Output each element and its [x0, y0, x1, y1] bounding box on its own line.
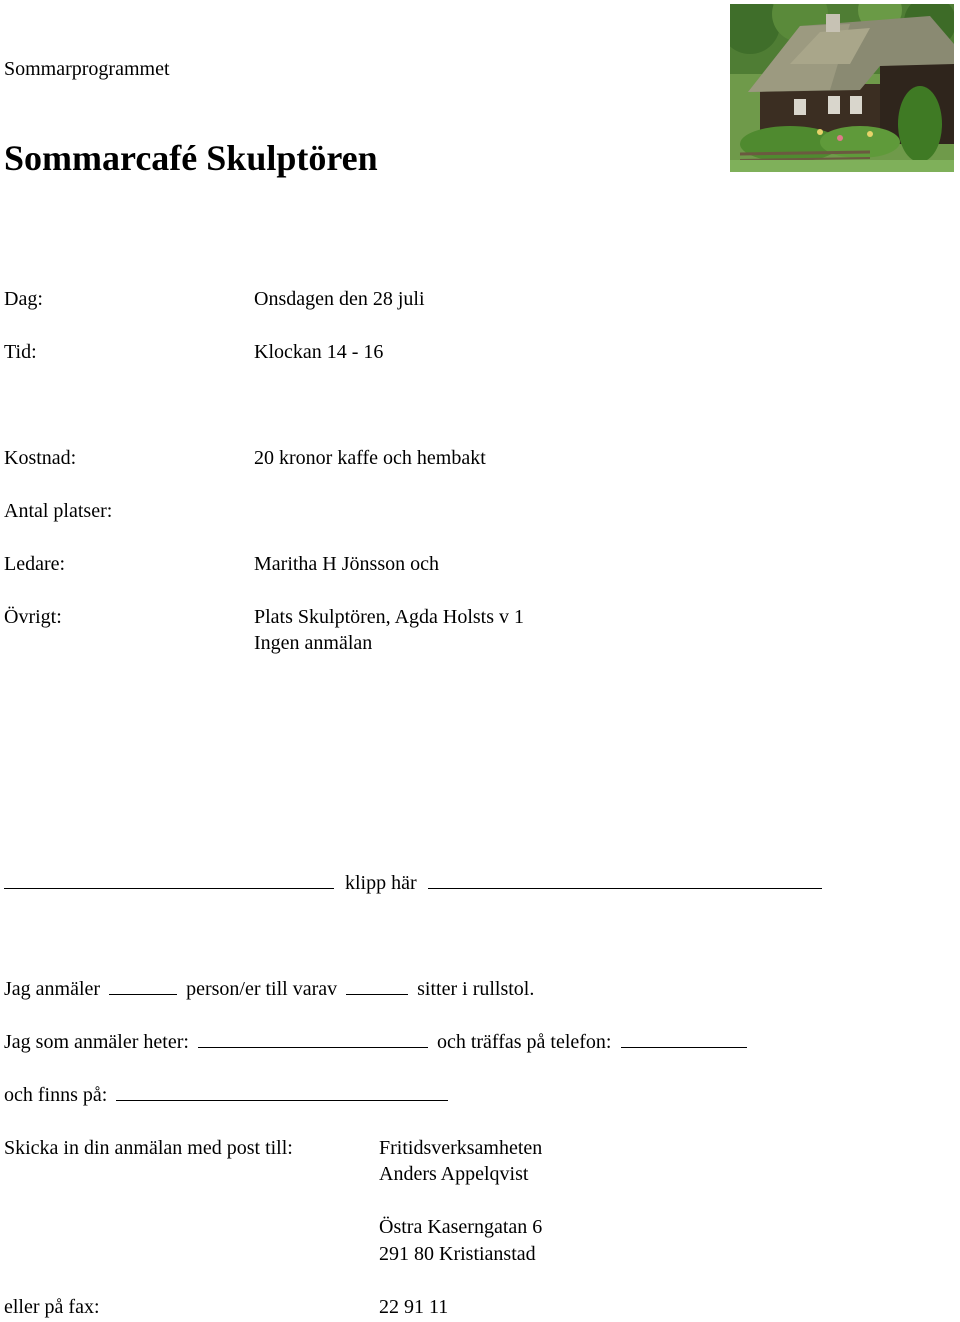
persons-count-field[interactable] — [109, 976, 177, 995]
address-line-4: 291 80 Kristianstad — [379, 1243, 536, 1265]
register-prefix: Jag anmäler — [4, 978, 101, 1000]
name-field[interactable] — [198, 1029, 428, 1048]
fax-value: 22 91 11 — [379, 1296, 449, 1318]
cut-line-left — [4, 870, 334, 889]
address-line-1: Fritidsverksamheten — [379, 1137, 543, 1159]
wheelchair-count-field[interactable] — [346, 976, 408, 995]
found-field[interactable] — [116, 1082, 448, 1101]
day-value: Onsdagen den 28 juli — [254, 288, 425, 310]
day-label: Dag: — [4, 288, 43, 310]
other-place: Plats Skulptören, Agda Holsts v 1 — [254, 606, 525, 628]
page-title: Sommarcafé Skulptören — [4, 138, 378, 178]
phone-field[interactable] — [621, 1029, 747, 1048]
time-label: Tid: — [4, 341, 37, 363]
cost-value: 20 kronor kaffe och hembakt — [254, 447, 486, 469]
cut-line-right — [428, 870, 822, 889]
found-line — [4, 1082, 452, 1108]
seats-label: Antal platser: — [4, 500, 113, 522]
cut-label: klipp här — [345, 872, 417, 894]
cost-label: Kostnad: — [4, 447, 77, 469]
address-line-2: Anders Appelqvist — [379, 1163, 529, 1185]
other-label: Övrigt: — [4, 606, 62, 628]
register-suffix: sitter i rullstol. — [417, 978, 535, 1000]
program-kicker: Sommarprogrammet — [4, 58, 170, 80]
name-middle: och träffas på telefon: — [436, 1031, 612, 1053]
fax-label: eller på fax: — [4, 1296, 100, 1318]
address-line-3: Östra Kaserngatan 6 — [379, 1216, 543, 1238]
send-label: Skicka in din anmälan med post till: — [4, 1137, 293, 1159]
register-line — [4, 976, 534, 1002]
leader-value: Maritha H Jönsson och — [254, 553, 439, 575]
name-prefix: Jag som anmäler heter: — [4, 1031, 189, 1053]
register-middle: person/er till varav — [186, 978, 338, 1000]
other-registration-note: Ingen anmälan — [254, 632, 373, 654]
cut-line — [4, 870, 822, 896]
leader-label: Ledare: — [4, 553, 66, 575]
name-phone-line — [4, 1029, 751, 1055]
thatched-cottage-photo — [730, 4, 954, 172]
found-prefix: och finns på: — [4, 1084, 108, 1106]
time-value: Klockan 14 - 16 — [254, 341, 384, 363]
